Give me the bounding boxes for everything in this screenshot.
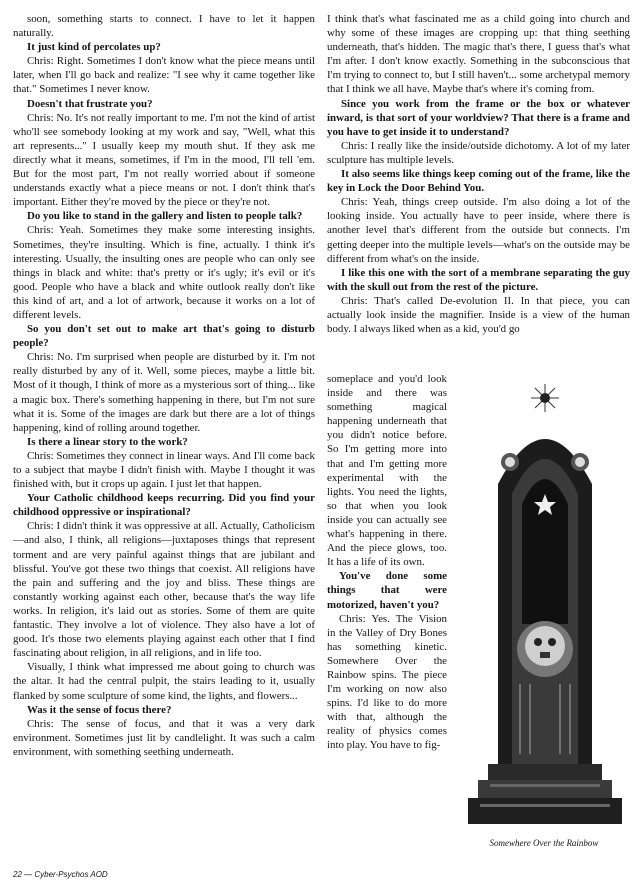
answer-paragraph: Chris: No. It's not really important to me. I'm not the kind of artist who'll see somebody looking at my work and say, "Well, what this art represents..." I usually keep my mouth shut. If they ask me directly what it means, sometimes, if I'm in the mood, I'll tell 'em. But for the most part, I'm not really worried about if someone understands exactly what a piece means or not. I don't think that's important. Either they're moved by the piece or they're not. bbox=[13, 111, 315, 209]
interviewer-question: Was it the sense of focus there? bbox=[27, 703, 172, 716]
interviewer-question: So you don't set out to make art that's going to disturb people? bbox=[13, 323, 315, 350]
answer-paragraph: I think that's what fascinated me as a child going into church and why some of these images are cropping up: that thing seething underneath, that's hidden. The magic that's there, I guess that's what I'm after. I don't know exactly. Something in the subconscious that I'm trying to connect to, but I still haven't... some archetypal memory that I think we all have. Maybe that's where it's coming from. bbox=[327, 13, 630, 96]
page-folio: 22 — Cyber-Psychos AOD bbox=[13, 870, 108, 879]
answer-paragraph: Chris: No. I'm surprised when people are disturbed by it. I'm not really disturbed by any of it. Well, some pieces, maybe a little bit. Most of it though, I think of more as a mysterious sort of thing... like a magic box. There's something happening in there, but I'm not sure what it is. Some of the images are dark but there are a lot of things happening, kind of rolling around together. bbox=[13, 351, 315, 434]
right-column bbox=[327, 12, 630, 336]
interviewer-question: It also seems like things keep coming out of the frame, like the key in Lock the Door Behind You. bbox=[327, 168, 630, 195]
answer-paragraph: Chris: Yes. The Vision in the Valley of Dry Bones has something kinetic. Somewhere Over the Rainbow spins. The piece I'm working on now also spins. I'd like to do more with that, although the reality of physics comes into play. You have to fig- bbox=[327, 612, 447, 752]
answer-paragraph: Chris: I didn't think it was oppressive at all. Actually, Catholicism—and also, I think, all religions—juxtaposes things that represent torment and are very painful against things that are jubilant and blissful. You've got these two things that coexist. All religions have the pain and suffering and the joy and bliss. These things are constantly working against each other, because that's the way life works. In religion, it's laid out as stories. Some of them are quite fantastic. They involve a lot of violence. They also have a lot of good. It's those two elements playing against each other that I find fascinating about religion, in all religions, and in life too. bbox=[13, 520, 315, 660]
right-narrow-column bbox=[327, 372, 447, 753]
left-column bbox=[13, 12, 315, 759]
sculpture-photo bbox=[460, 384, 630, 834]
answer-paragraph: Chris: Yeah, things creep outside. I'm also doing a lot of the looking inside. You actually have to peer inside, where there is another level that's different from the outside but connects. I'm getting deeper into the multiple levels—what's on the outside may be different from what's on the inside. bbox=[327, 196, 630, 265]
interviewer-question: It just kind of percolates up? bbox=[27, 41, 161, 54]
figure-caption: Somewhere Over the Rainbow bbox=[489, 838, 599, 848]
answer-paragraph: Chris: That's called De-evolution II. In that piece, you can actually look inside the magnifier. Inside is a view of the human body. I always liked when as a kid, you'd go bbox=[327, 294, 630, 336]
answer-paragraph: Chris: Sometimes they connect in linear ways. And I'll come back to a subject that maybe I didn't finish with. Maybe I thought it was finished with, but it crops up again. I just let that happen. bbox=[13, 449, 315, 491]
answer-paragraph: Chris: The sense of focus, and that it was a very dark environment. Sometimes just lit by candlelight. It was such a calm environment, with something seething underneath. bbox=[13, 717, 315, 758]
interviewer-question: Is there a linear story to the work? bbox=[27, 435, 188, 448]
interviewer-question: You've done some things that were motorized, haven't you? bbox=[327, 570, 447, 611]
interviewer-question: Do you like to stand in the gallery and listen to people talk? bbox=[27, 210, 303, 223]
answer-paragraph: soon, something starts to connect. I have to let it happen naturally. bbox=[13, 13, 315, 40]
interviewer-question: Your Catholic childhood keeps recurring. Did you find your childhood oppressive or inspirational? bbox=[13, 492, 315, 519]
answer-paragraph: Visually, I think what impressed me about going to church was the altar. It had the central pulpit, the stairs leading to it, usually flanked by some sculpture of some kind, the lights, and flowers... bbox=[13, 661, 315, 702]
answer-paragraph: someplace and you'd look inside and there was something magical happening underneath that you didn't notice before. So I'm getting more into that and I'm getting more experimental with the lights. You need the lights, so that when you look inside you can actually see what's happening in there. And the piece glows, too. It has a life of its own. bbox=[327, 373, 447, 569]
answer-paragraph: Chris: Right. Sometimes I don't know what the piece means until later, when I'll go back and realize: "I see why it came together like that." Sometimes I never know. bbox=[13, 55, 315, 96]
interviewer-question: I like this one with the sort of a membrane separating the guy with the skull out from the rest of the picture. bbox=[327, 266, 630, 293]
interviewer-question: Since you work from the frame or the box or whatever inward, is that sort of your worldview? That there is a frame and you have to get inside it to understand? bbox=[327, 97, 630, 138]
interviewer-question: Doesn't that frustrate you? bbox=[27, 97, 153, 110]
answer-paragraph: Chris: Yeah. Sometimes they make some interesting insights. Sometimes, they're insulting. Which is fine, actually. I think it's interesting. Usually, the insulting ones are people who can only see things in black and white: that's pretty or it's ugly; it's evil or it's good. People who have a black and white outlook really don't like this kind of art, and a lot of artwork, because it works on a lot of different levels. bbox=[13, 224, 315, 321]
answer-paragraph: Chris: I really like the inside/outside dichotomy. A lot of my later sculpture has multiple levels. bbox=[327, 139, 630, 166]
